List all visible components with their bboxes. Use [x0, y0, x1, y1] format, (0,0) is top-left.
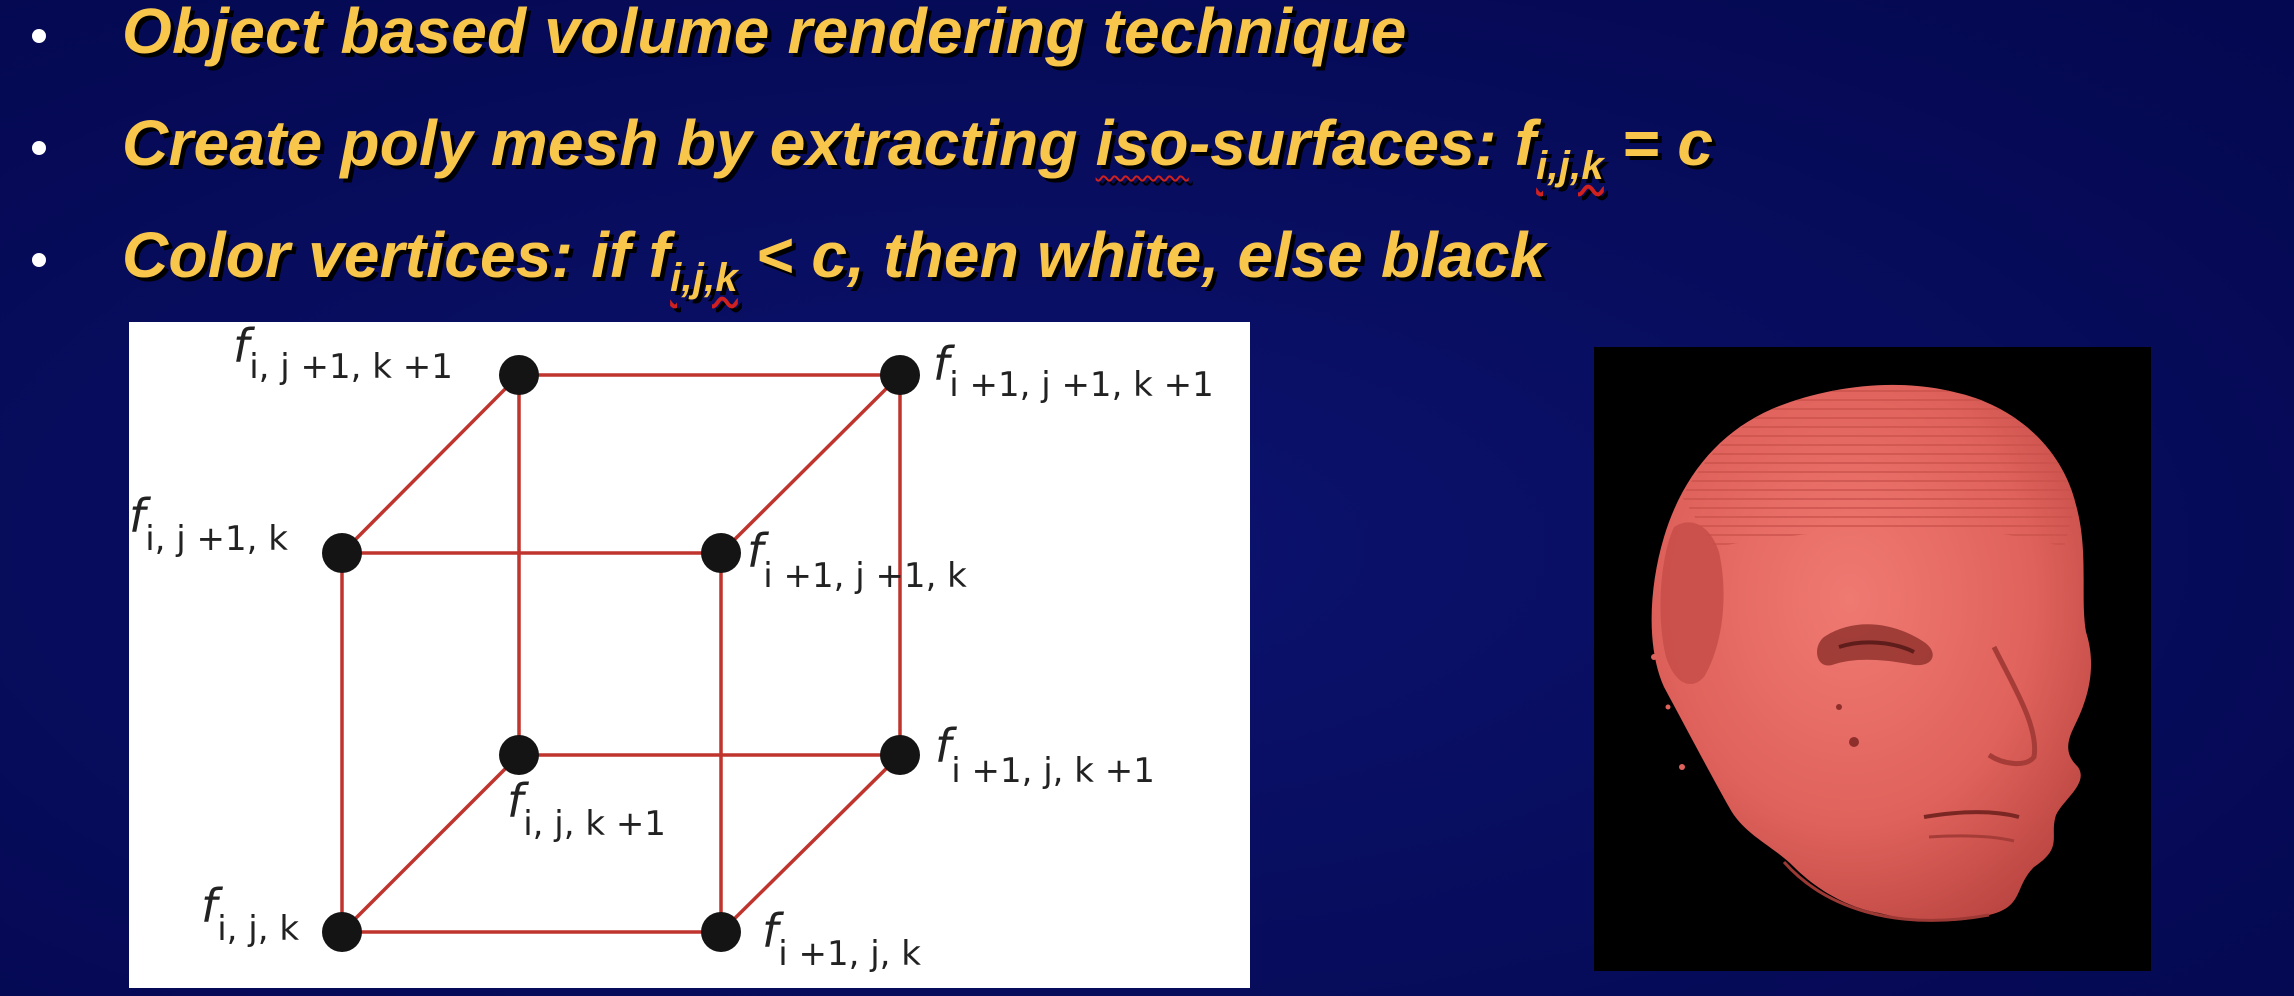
subscript: i,j,k	[1536, 144, 1604, 188]
subscript: i,j,k	[670, 256, 738, 300]
vertex	[322, 533, 362, 573]
label-back-top-left: fi, j +1, k +1	[233, 322, 453, 387]
vertex	[880, 735, 920, 775]
edge	[342, 755, 519, 932]
label-back-bottom-left: fi, j, k +1	[507, 774, 666, 844]
vertex	[880, 355, 920, 395]
vertex	[499, 355, 539, 395]
label-back-top-right: fi +1, j +1, k +1	[933, 337, 1214, 405]
label-front-bottom-right: fi +1, j, k	[762, 904, 921, 974]
label-front-top-left: fi, j +1, k	[129, 489, 288, 559]
edge	[721, 755, 900, 932]
cube-edges	[342, 375, 900, 932]
bullet-dot	[32, 29, 46, 43]
cube-diagram-svg	[129, 322, 1250, 988]
volume-rendered-head-icon	[1594, 347, 2151, 971]
head-render-panel	[1594, 347, 2151, 971]
vertex	[701, 912, 741, 952]
spellcheck-word: iso	[1095, 107, 1189, 179]
edge	[342, 375, 519, 553]
bullet-text: Object based volume rendering technique	[122, 0, 1407, 67]
cube-diagram	[129, 322, 1250, 988]
bullet-text: Create poly mesh by extracting iso-surfaces: $f_{i,j,k} = c$	[122, 107, 1714, 188]
label-front-top-right: fi +1, j +1, k	[747, 524, 967, 596]
vertex	[322, 912, 362, 952]
vertex-labels	[129, 322, 1214, 974]
label-front-bottom-left: fi, j, k	[201, 879, 300, 949]
bullet-dot	[32, 253, 46, 267]
label-back-bottom-right: fi +1, j, k +1	[935, 719, 1155, 791]
vertex	[499, 735, 539, 775]
vertex	[701, 533, 741, 573]
bullet-dot	[32, 141, 46, 155]
bullet-text: Color vertices: if $f_{i,j,k} < c$, then white, else black	[122, 219, 1546, 300]
